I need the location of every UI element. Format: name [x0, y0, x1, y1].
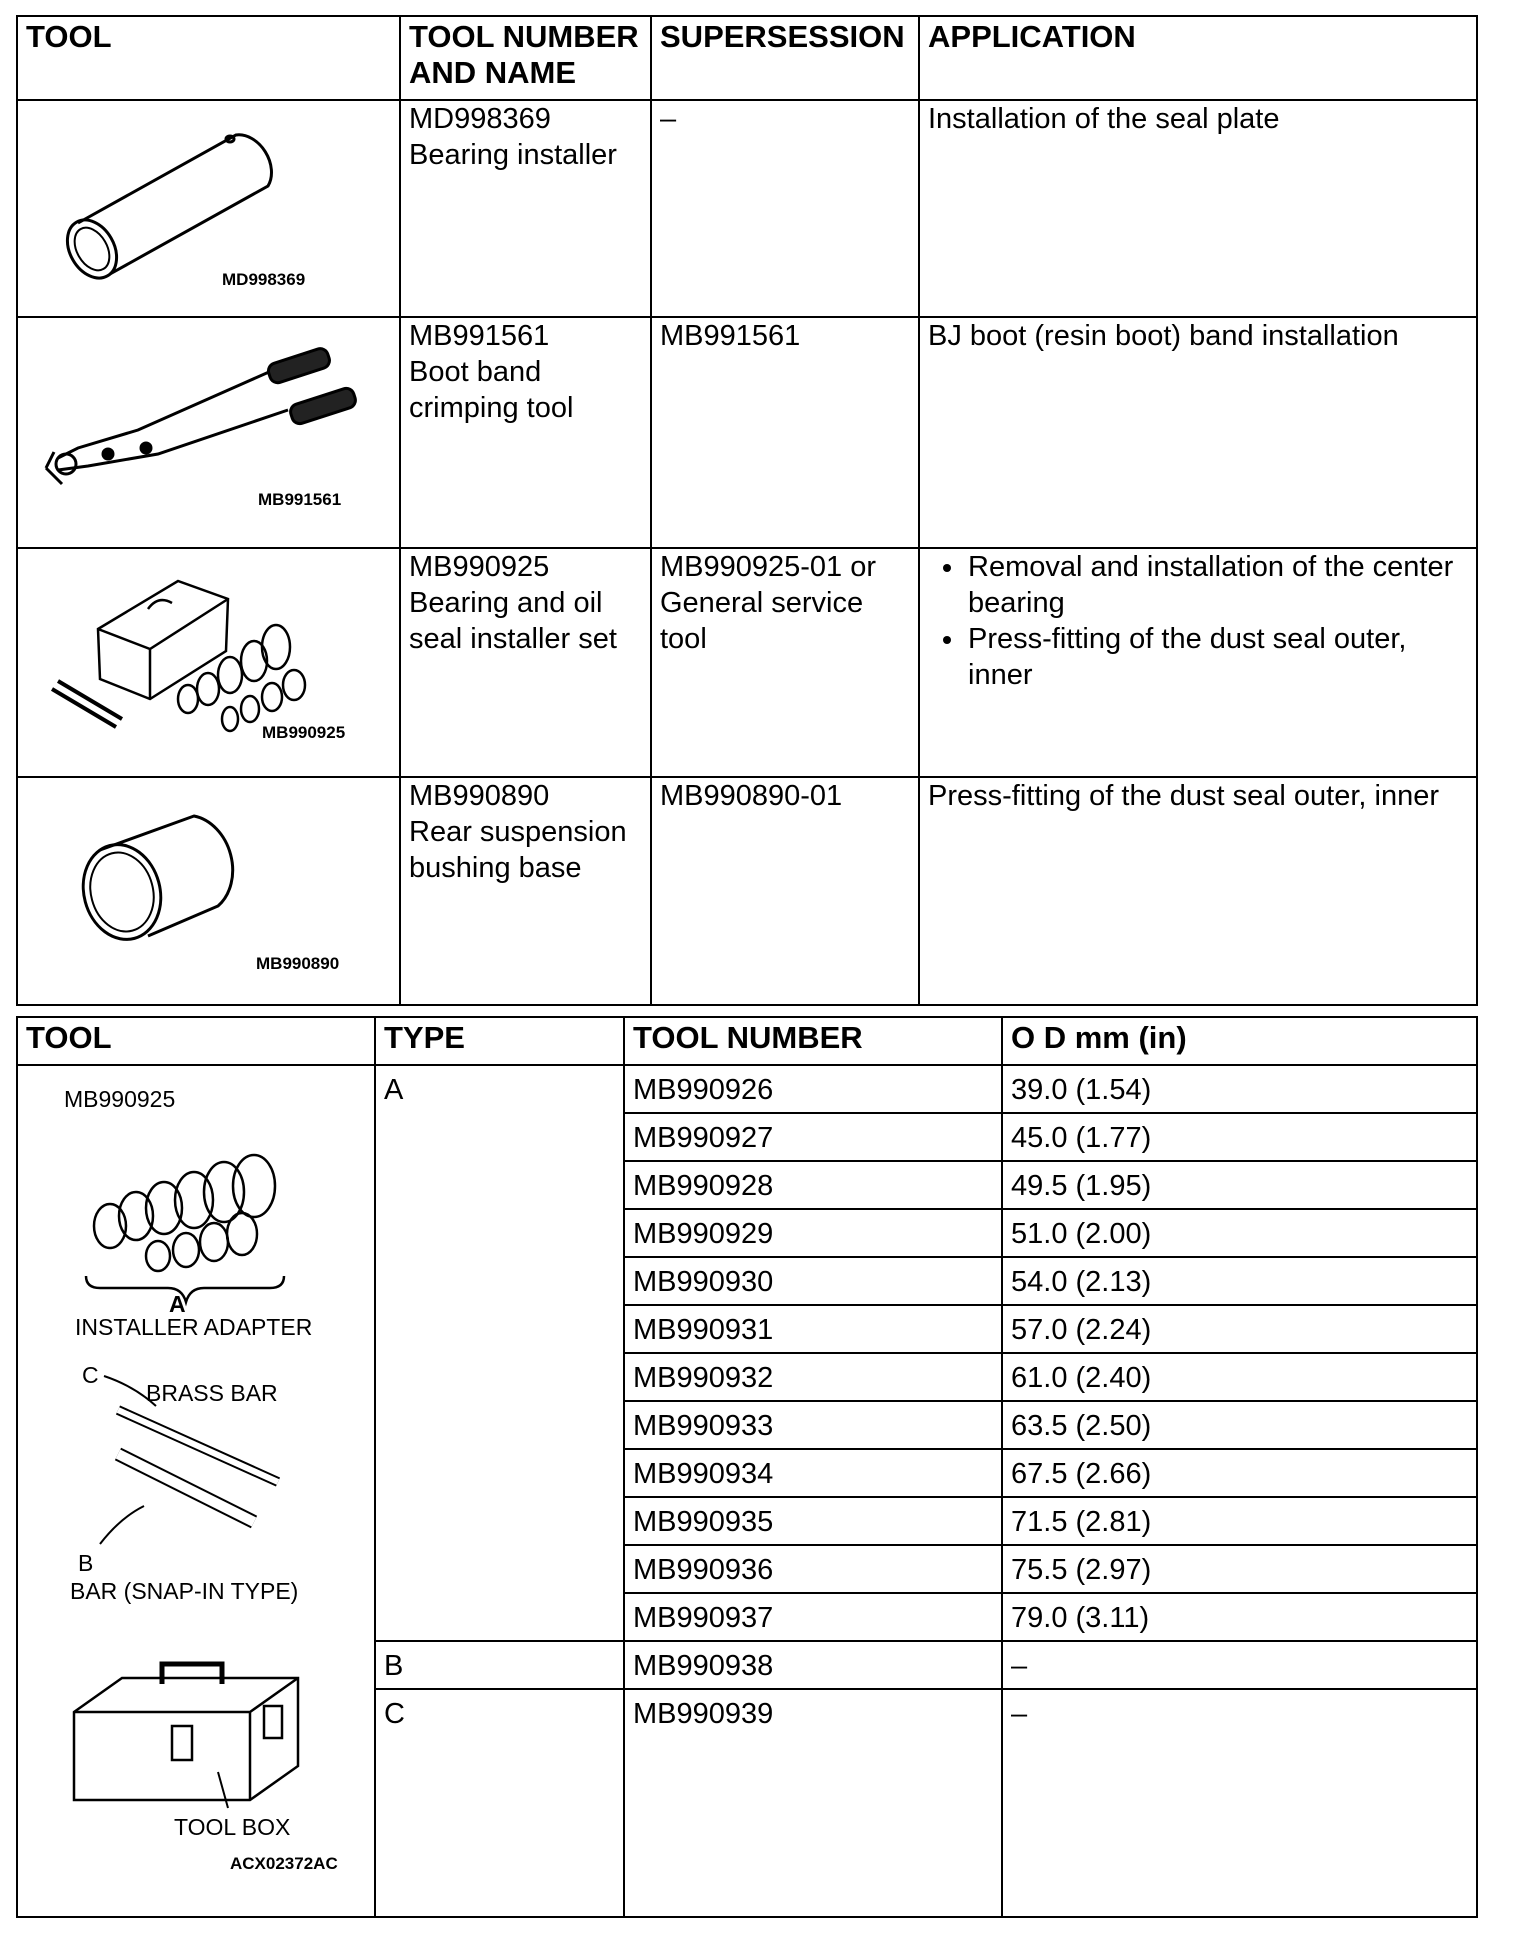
adapter — [283, 670, 305, 700]
tool-number-and-name — [400, 317, 651, 548]
header-tool: TOOL — [17, 16, 400, 100]
installer-set-figure — [17, 1065, 375, 1917]
adapter — [262, 625, 290, 669]
tool-number: MB990938 — [624, 1641, 1002, 1689]
adapter — [222, 707, 238, 731]
tool-box-label: TOOL BOX — [174, 1814, 291, 1840]
tool-name-line2: crimping tool — [409, 392, 574, 424]
tool-number: MD998369 — [409, 103, 551, 135]
header-tool-number-line1: TOOL NUMBER — [409, 19, 639, 54]
outer-diameter: 75.5 (2.97) — [1002, 1545, 1477, 1593]
label-a: A — [169, 1291, 186, 1317]
outer-diameter: 45.0 (1.77) — [1002, 1113, 1477, 1161]
adapter — [146, 1241, 170, 1271]
application: Installation of the seal plate — [919, 100, 1477, 317]
bar-snap-in-label: BAR (SNAP-IN TYPE) — [70, 1578, 299, 1604]
type-a: A — [375, 1065, 624, 1641]
adapter — [233, 1155, 275, 1217]
toolbox-handle — [162, 1664, 222, 1684]
toolbox-edges — [98, 599, 228, 699]
outer-diameter: 49.5 (1.95) — [1002, 1161, 1477, 1209]
bars — [52, 681, 122, 727]
header-tool-number: TOOL NUMBER — [624, 1017, 1002, 1065]
handle-upper — [58, 368, 278, 458]
label-b: B — [78, 1550, 94, 1576]
brass-bar-label: BRASS BAR — [146, 1380, 278, 1406]
tool-number-and-name — [400, 548, 651, 777]
header-tool: TOOL — [17, 1017, 375, 1065]
tool-number: MB990931 — [624, 1305, 1002, 1353]
pivot-bolt — [141, 443, 151, 453]
supersession-line1: MB990925-01 or — [660, 551, 877, 583]
table-row — [17, 777, 1477, 1005]
leader-b — [100, 1506, 144, 1544]
figure-label: MB990925 — [262, 723, 346, 742]
special-tools-table — [16, 15, 1478, 1006]
handle-lower — [58, 410, 288, 470]
adapter — [200, 1223, 228, 1261]
header-application: APPLICATION — [919, 16, 1477, 100]
application-bullets — [928, 549, 1468, 693]
leader-toolbox — [218, 1772, 228, 1808]
figure-label: MB990890 — [256, 954, 340, 973]
adapter — [227, 1213, 257, 1255]
tool-name-line1: Boot band — [409, 356, 542, 388]
tool-number: MB990932 — [624, 1353, 1002, 1401]
jaw-pivot — [56, 454, 76, 474]
bushing-base-drawing — [18, 778, 401, 1006]
installer-set-parts-drawing — [18, 1066, 376, 1846]
tube-end-outer — [57, 211, 126, 287]
adapter — [218, 657, 242, 693]
outer-diameter: 79.0 (3.11) — [1002, 1593, 1477, 1641]
supersession-line3: tool — [660, 623, 707, 655]
outer-diameter: – — [1002, 1641, 1477, 1689]
outer-diameter: 61.0 (2.40) — [1002, 1353, 1477, 1401]
tool-name-line2: seal installer set — [409, 623, 617, 655]
outer-diameter: 51.0 (2.00) — [1002, 1209, 1477, 1257]
tool-number: MB990937 — [624, 1593, 1002, 1641]
tool-number-and-name — [400, 777, 651, 1005]
tool-number: MB990929 — [624, 1209, 1002, 1257]
tool-figure-bushing-base — [17, 777, 400, 1005]
set-number-label: MB990925 — [64, 1086, 176, 1112]
tool-name-line1: Bearing and oil — [409, 587, 603, 619]
header-type: TYPE — [375, 1017, 624, 1065]
figure-code: ACX02372AC — [230, 1854, 338, 1873]
tool-number: MB990930 — [624, 1257, 1002, 1305]
supersession: MB990890-01 — [651, 777, 919, 1005]
tool-figure-boot-band-crimping-tool — [17, 317, 400, 548]
adapter — [241, 696, 259, 722]
tool-number: MB990939 — [624, 1689, 1002, 1917]
installer-adapter-label: INSTALLER ADAPTER — [75, 1314, 313, 1340]
supersession: – — [651, 100, 919, 317]
figure-label: MB991561 — [258, 490, 342, 509]
supersession: MB991561 — [651, 317, 919, 548]
tube-end-inner — [68, 222, 117, 277]
application — [919, 548, 1477, 777]
table-header-row — [17, 1017, 1477, 1065]
outer-diameter: – — [1002, 1689, 1477, 1917]
table-row — [17, 1065, 1477, 1113]
type-b: B — [375, 1641, 624, 1689]
tool-number: MB990925 — [409, 551, 550, 583]
label-c: C — [82, 1362, 99, 1388]
tool-figure-bearing-installer — [17, 100, 400, 317]
header-supersession: SUPERSESSION — [651, 16, 919, 100]
outer-diameter: 39.0 (1.54) — [1002, 1065, 1477, 1113]
outer-diameter: 63.5 (2.50) — [1002, 1401, 1477, 1449]
table-row — [17, 100, 1477, 317]
tool-number: MB990890 — [409, 780, 550, 812]
tool-figure-installer-set — [17, 548, 400, 777]
type-c: C — [375, 1689, 624, 1917]
toolbox-handle — [148, 600, 172, 609]
application-bullet: • Press-fitting of the dust seal outer, inner — [966, 621, 1468, 693]
sleeve-body — [100, 816, 233, 936]
tool-number-and-name — [400, 100, 651, 317]
outer-diameter: 67.5 (2.66) — [1002, 1449, 1477, 1497]
supersession-line2: General service — [660, 587, 864, 619]
figure-label: MD998369 — [222, 270, 306, 289]
header-od: O D mm (in) — [1002, 1017, 1477, 1065]
sleeve-end-inner — [82, 845, 163, 938]
supersession — [651, 548, 919, 777]
grip-upper — [266, 347, 331, 385]
tool-number: MB991561 — [409, 320, 550, 352]
table-header-row — [17, 16, 1477, 100]
adapter — [173, 1233, 199, 1267]
adapter — [262, 683, 282, 711]
tool-number: MB990926 — [624, 1065, 1002, 1113]
tool-name: Bearing installer — [409, 139, 617, 171]
tool-name-line1: Rear suspension — [409, 816, 627, 848]
installer-set-drawing — [18, 549, 401, 778]
tool-number: MB990936 — [624, 1545, 1002, 1593]
toolbox-latch — [172, 1726, 192, 1760]
application: BJ boot (resin boot) band installation — [919, 317, 1477, 548]
installer-adapter-table — [16, 1016, 1478, 1918]
header-tool-number-and-name — [400, 16, 651, 100]
adapter — [197, 673, 219, 705]
grip-lower — [289, 386, 358, 425]
header-tool-number-line2: AND NAME — [409, 55, 577, 90]
outer-diameter: 54.0 (2.13) — [1002, 1257, 1477, 1305]
bearing-installer-drawing — [18, 101, 401, 318]
adapter — [178, 685, 198, 713]
table-row — [17, 548, 1477, 777]
tool-number: MB990927 — [624, 1113, 1002, 1161]
tube-body — [78, 135, 271, 274]
tool-name-line2: bushing base — [409, 852, 582, 884]
outer-diameter: 57.0 (2.24) — [1002, 1305, 1477, 1353]
tool-number: MB990935 — [624, 1497, 1002, 1545]
table-row — [17, 317, 1477, 548]
tool-number: MB990934 — [624, 1449, 1002, 1497]
tool-number: MB990928 — [624, 1161, 1002, 1209]
pivot-bolt — [103, 449, 113, 459]
crimping-tool-drawing — [18, 318, 401, 549]
toolbox-latch — [264, 1706, 282, 1738]
outer-diameter: 71.5 (2.81) — [1002, 1497, 1477, 1545]
application: Press-fitting of the dust seal outer, inner — [919, 777, 1477, 1005]
application-bullet: • Removal and installation of the center bearing — [966, 549, 1468, 621]
tool-number: MB990933 — [624, 1401, 1002, 1449]
